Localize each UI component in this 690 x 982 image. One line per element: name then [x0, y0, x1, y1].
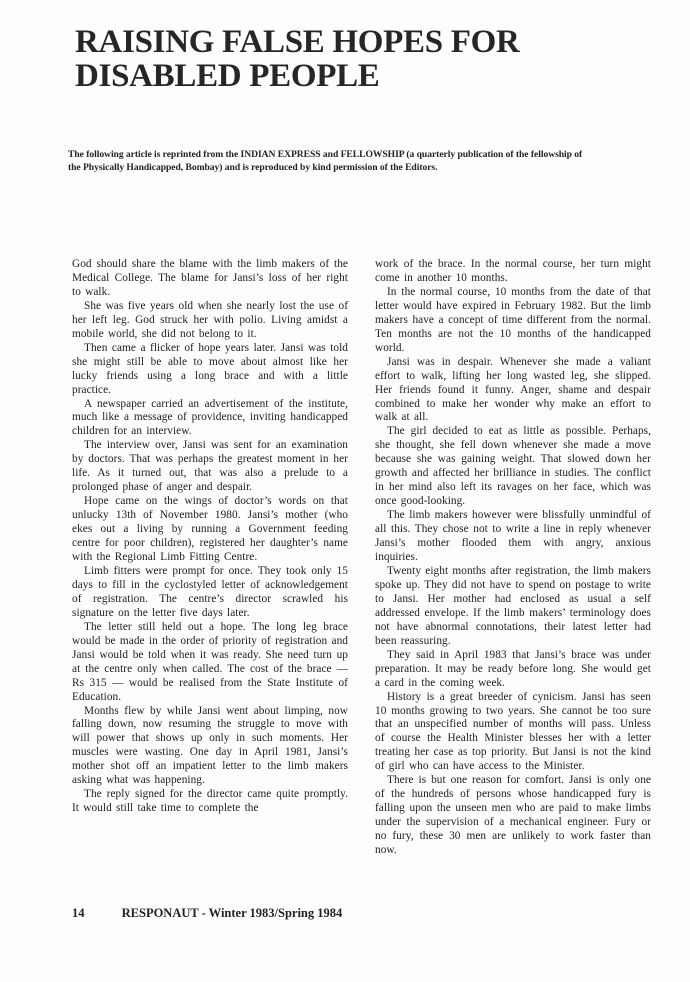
paragraph: There is but one reason for comfort. Jansi is only one of the hundreds of persons whose handicapped fury is falling upon the unseen men who are paid to make limbs under the supervision of a mechanical engineer. Fury or no fury, these 30 men are unlikely to work faster than now. [375, 774, 651, 857]
paragraph: work of the brace. In the normal course, her turn might come in another 10 months. [375, 258, 651, 284]
paragraph: Limb fitters were prompt for once. They took only 15 days to fill in the cyclostyled letter of acknowledgement of registration. The centre’s director scrawled his signature on the letter five days later. [72, 564, 348, 619]
paragraph: The interview over, Jansi was sent for an examination by doctors. That was perhaps the greatest moment in her life. As it turned out, that was also a prelude to a prolonged phase of anger and despair. [72, 439, 348, 494]
article-title [75, 25, 519, 93]
article-body [72, 258, 651, 858]
paragraph: The girl decided to eat as little as possible. Perhaps, she thought, she fell down whenever she made a move because she was gaining weight. That slowed down her growth and affected her brilliance in studies. The conflict in her mind also left its ravages on her face, which was once good-looking. [375, 425, 651, 508]
paragraph: The limb makers however were blissfully unmindful of all this. They chose not to write a line in reply whenever Jansi’s mother flooded them with angry, anxious inquiries. [375, 509, 651, 564]
paragraph: They said in April 1983 that Jansi’s brace was under preparation. It may be ready before long. She would get a card in the coming week. [375, 648, 651, 689]
paragraph: A newspaper carried an advertisement of the institute, much like a message of providence, inviting handicapped children for an interview. [72, 397, 348, 438]
paragraph: History is a great breeder of cynicism. Jansi has seen 10 months growing to two years. She cannot be too sure that an unspecified number of months will pass. Unless of course the Health Minister blesses her with a letter treating her case as top priority. But Jansi is not the kind of girl who can have access to the Minister. [375, 690, 651, 773]
paragraph: Then came a flicker of hope years later. Jansi was told she might still be able to move about almost like her lucky friends using a long brace and with a little practice. [72, 341, 348, 396]
journal-title: RESPONAUT - Winter 1983/Spring 1984 [121, 906, 343, 920]
paragraph: Twenty eight months after registration, the limb makers spoke up. They did not have to spend on postage to write to Jansi. Her mother had enclosed as usual a self addressed envelope. If the limb makers’ terminology does not have abnormal connotations, their latest letter had been reassuring. [375, 564, 651, 647]
paragraph: The reply signed for the director came quite promptly. It would still take time to complete the [72, 788, 348, 815]
right-column [375, 258, 651, 858]
page-number: 14 [72, 906, 85, 920]
paragraph: Months flew by while Jansi went about limping, now falling down, now resuming the struggle to move with will power that shows up only in such moments. Her muscles were wasting. One day in April 1981, Jansi’s mother shot off an impatient letter to the limb makers asking what was happening. [72, 704, 348, 787]
paragraph: Hope came on the wings of doctor’s words on that unlucky 13th of November 1980. Jansi’s mother (who ekes out a living by running a Government feeding centre for poor children), registered her daughter’s name with the Regional Limb Fitting Centre. [72, 495, 348, 564]
paragraph: She was five years old when she nearly lost the use of her left leg. God struck her with polio. Living amidst a mobile world, she did not belong to it. [72, 299, 348, 340]
paragraph: In the normal course, 10 months from the date of that letter would have expired in February 1982. But the limb makers have a concept of time different from the normal. Ten months are not the 10 months of the handicapped world. [375, 285, 651, 354]
paragraph: The letter still held out a hope. The long leg brace would be made in the order of priority of registration and Jansi would be told when it was ready. She need turn up at the centre only when called. The cost of the brace — Rs 315 — would be realised from the State Institute of Education. [72, 620, 348, 703]
paragraph: God should share the blame with the limb makers of the Medical College. The blame for Jansi’s loss of her right to walk. [72, 258, 348, 298]
article-title-line-2: DISABLED PEOPLE [75, 58, 380, 94]
paragraph: Jansi was in despair. Whenever she made a valiant effort to walk, lifting her long wasted leg, she slipped. Her friends found it funny. Anger, shame and despair combined to make her wonder why make an effort to walk at all. [375, 355, 651, 424]
article-title-line-1: RAISING FALSE HOPES FOR [75, 24, 520, 60]
reprint-note: The following article is reprinted from the INDIAN EXPRESS and FELLOWSHIP (a quarterly publication of the fellowship of the Physically Handicapped, Bombay) and is reproduced by kind permission of the Editors. [68, 149, 583, 173]
page-footer [72, 906, 342, 921]
left-column [72, 258, 348, 858]
